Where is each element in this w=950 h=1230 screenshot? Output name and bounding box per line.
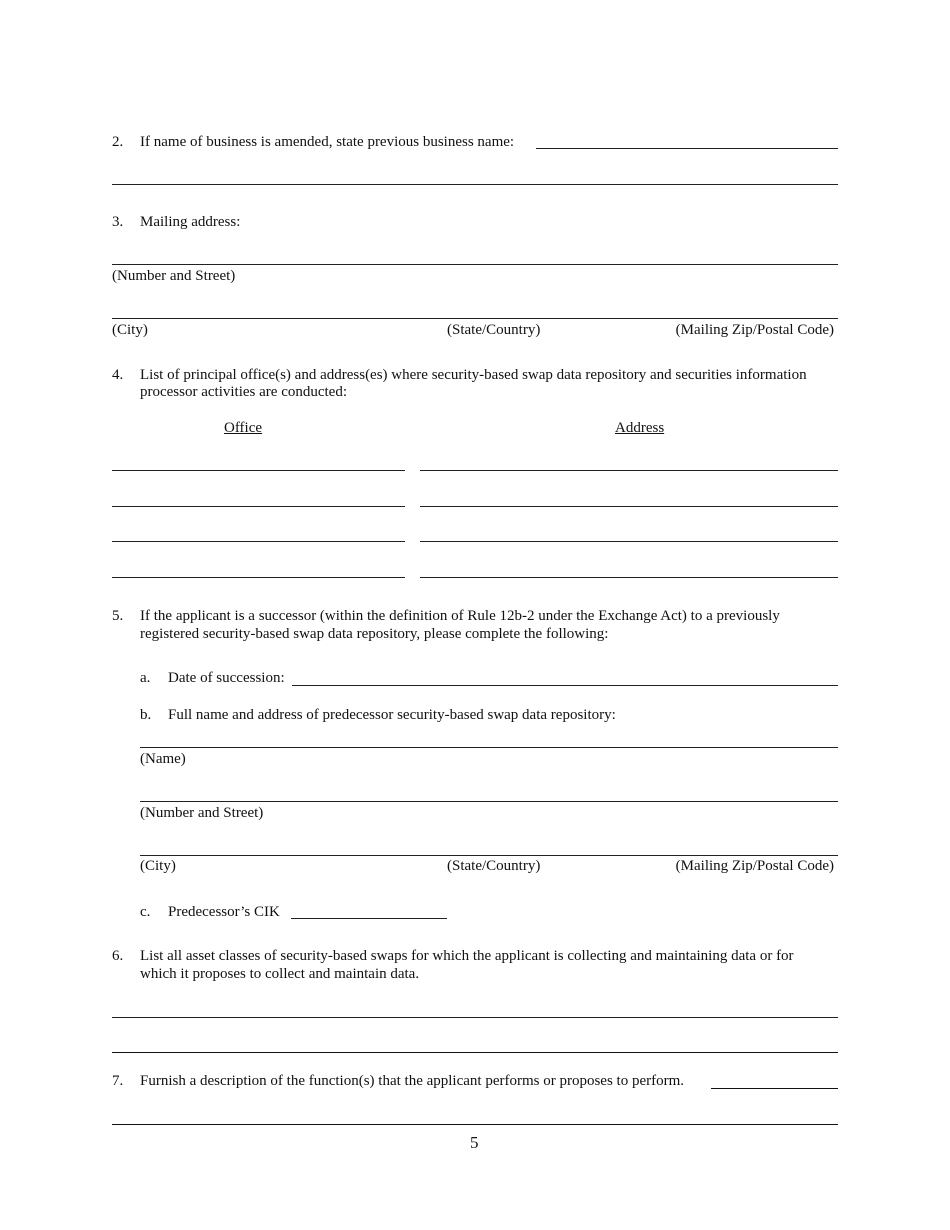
predecessor-city-state-zip-field[interactable]: [140, 855, 838, 856]
item-4-text-line-1: List of principal office(s) and address(es) where security-based swap data repository and securities information: [140, 367, 807, 383]
office-field-4[interactable]: [112, 577, 405, 578]
predecessor-street-label: (Number and Street): [140, 805, 264, 821]
item-6-text-line-1: List all asset classes of security-based swaps for which the applicant is collecting and maintaining data or for: [140, 948, 794, 964]
item-4-number: 4.: [112, 367, 124, 383]
office-field-1[interactable]: [112, 470, 405, 471]
item-5-text-line-1: If the applicant is a successor (within the definition of Rule 12b-2 under the Exchange Act) to a previously: [140, 608, 780, 624]
item-3-text: Mailing address:: [140, 214, 241, 230]
item-5a-text: Date of succession:: [168, 670, 285, 686]
item-7-text: Furnish a description of the function(s) that the applicant performs or proposes to perform.: [140, 1073, 685, 1089]
predecessor-street-field[interactable]: [140, 801, 838, 802]
address-field-1[interactable]: [420, 470, 838, 471]
item-5-number: 5.: [112, 608, 124, 624]
item-4-text-line-2: processor activities are conducted:: [140, 384, 347, 400]
predecessor-name-label: (Name): [140, 751, 186, 767]
asset-classes-field-2[interactable]: [112, 1052, 838, 1053]
item-2-text: If name of business is amended, state previous business name:: [140, 134, 515, 150]
item-2-number: 2.: [112, 134, 124, 150]
office-field-3[interactable]: [112, 541, 405, 542]
address-field-2[interactable]: [420, 506, 838, 507]
functions-description-field[interactable]: [711, 1088, 838, 1089]
date-of-succession-field[interactable]: [292, 685, 838, 686]
predecessor-cik-field[interactable]: [291, 918, 447, 919]
mailing-city-label: (City): [112, 322, 148, 338]
mailing-state-label: (State/Country): [447, 322, 541, 338]
page-number: 5: [470, 1133, 479, 1152]
predecessor-name-field[interactable]: [140, 747, 838, 748]
mailing-street-field[interactable]: [112, 264, 838, 265]
item-5-text-line-2: registered security-based swap data repository, please complete the following:: [140, 626, 609, 642]
item-5a-letter: a.: [140, 670, 151, 686]
office-field-2[interactable]: [112, 506, 405, 507]
predecessor-state-label: (State/Country): [447, 858, 541, 874]
mailing-city-state-zip-field[interactable]: [112, 318, 838, 319]
item-3-number: 3.: [112, 214, 124, 230]
asset-classes-field-1[interactable]: [112, 1017, 838, 1018]
previous-business-name-field-line-2[interactable]: [112, 184, 838, 185]
address-column-header: Address: [615, 420, 665, 436]
item-6-text-line-2: which it proposes to collect and maintain data.: [140, 966, 420, 982]
previous-business-name-field[interactable]: [536, 148, 838, 149]
functions-description-field-line-2[interactable]: [112, 1124, 838, 1125]
item-7-number: 7.: [112, 1073, 124, 1089]
item-5c-letter: c.: [140, 904, 151, 920]
predecessor-city-label: (City): [140, 858, 176, 874]
item-5b-text: Full name and address of predecessor security-based swap data repository:: [168, 707, 616, 723]
item-6-number: 6.: [112, 948, 124, 964]
item-5c-text: Predecessor’s CIK: [168, 904, 280, 920]
office-column-header: Office: [224, 420, 263, 436]
item-5b-letter: b.: [140, 707, 152, 723]
predecessor-zip-label: (Mailing Zip/Postal Code): [675, 858, 834, 874]
address-field-4[interactable]: [420, 577, 838, 578]
mailing-zip-label: (Mailing Zip/Postal Code): [675, 322, 834, 338]
mailing-street-label: (Number and Street): [112, 268, 236, 284]
address-field-3[interactable]: [420, 541, 838, 542]
